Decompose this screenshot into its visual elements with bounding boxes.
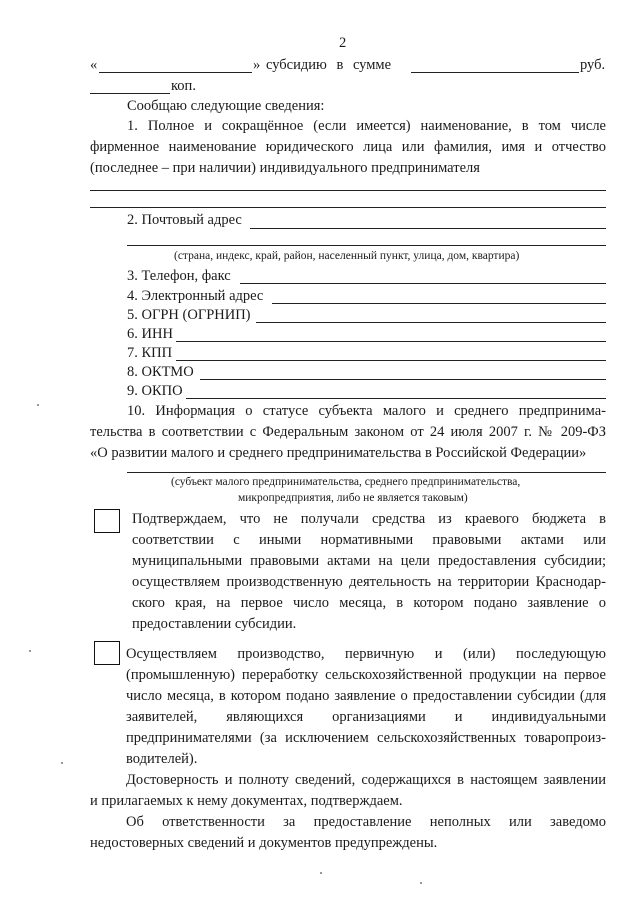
confirm2-line4: заявителей, являющихся организациями и индивидуальными <box>126 709 606 725</box>
confirm-budget-checkbox[interactable] <box>94 509 120 533</box>
kop-label: коп. <box>171 78 196 94</box>
confirm2-line1: Осуществляем производство, первичную и (или) последующую <box>126 646 606 662</box>
quote-close: » <box>253 57 261 73</box>
item1-line3: (последнее – при наличии) индивидуального предпринимателя <box>90 160 480 176</box>
postal-address-hint: (страна, индекс, край, район, населенный пункт, улица, дом, квартира) <box>174 250 520 262</box>
final1-line2: и прилагаемых к нему документах, подтверждаем. <box>90 793 403 809</box>
item10-line3: «О развитии малого и среднего предпринимательства в Российской Федерации» <box>90 445 587 461</box>
oktmo-blank[interactable] <box>200 379 606 380</box>
final2-line2: недостоверных сведений и документов предупреждены. <box>90 835 438 851</box>
amount-kop-blank[interactable] <box>90 93 170 94</box>
final2-line1: Об ответственности за предоставление неполных или заведомо <box>126 814 606 830</box>
confirm1-line1: Подтверждаем, что не получали средства из краевого бюджета в <box>132 511 606 527</box>
scan-speck <box>420 882 422 884</box>
scan-speck <box>29 650 31 652</box>
item1-blank-1[interactable] <box>90 190 606 191</box>
scan-speck <box>320 872 322 874</box>
ogrn-blank[interactable] <box>256 322 606 323</box>
confirm-production-checkbox[interactable] <box>94 641 120 665</box>
postal-address-blank-2[interactable] <box>127 245 606 246</box>
confirm2-line2: (промышленную) переработку сельскохозяйственной продукции на первое <box>126 667 606 683</box>
inn-label: 6. ИНН <box>127 326 173 342</box>
confirm2-line6: водителей). <box>126 751 198 767</box>
confirm1-line5: ского края, на первое число месяца, в котором подано заявление о <box>132 595 606 611</box>
confirm2-line5: предпринимателями (за исключением сельскохозяйственных товаропроиз- <box>126 730 606 746</box>
item1-line1: 1. Полное и сокращённое (если имеется) наименование, в том числе <box>127 118 606 134</box>
sme-status-blank[interactable] <box>127 472 606 473</box>
page-number: 2 <box>339 35 347 51</box>
ogrn-label: 5. ОГРН (ОГРНИП) <box>127 307 251 323</box>
scan-speck <box>37 404 39 406</box>
email-label: 4. Электронный адрес <box>127 288 264 304</box>
kpp-blank[interactable] <box>176 360 606 361</box>
confirm1-line6: предоставлении субсидии. <box>132 616 297 632</box>
email-blank[interactable] <box>272 303 606 304</box>
item10-line2: тельства в соответствии с Федеральным законом от 24 июля 2007 г. № 209-ФЗ <box>90 424 606 440</box>
intro-text: Сообщаю следующие сведения: <box>127 98 325 114</box>
item1-line2: фирменное наименование юридического лица или фамилия, имя и отчество <box>90 139 606 155</box>
item1-blank-2[interactable] <box>90 207 606 208</box>
postal-address-blank[interactable] <box>250 228 606 229</box>
okpo-blank[interactable] <box>186 398 606 399</box>
phone-fax-label: 3. Телефон, факс <box>127 268 231 284</box>
kpp-label: 7. КПП <box>127 345 173 361</box>
okpo-label: 9. ОКПО <box>127 383 183 399</box>
quote-open: « <box>90 57 98 73</box>
grant-name-blank[interactable] <box>99 72 252 73</box>
postal-address-label: 2. Почтовый адрес <box>127 212 242 228</box>
confirm1-line4: осуществляем производственную деятельность на территории Краснодар- <box>132 574 606 590</box>
rub-label: руб. <box>580 57 606 73</box>
confirm2-line3: число месяца, в котором подано заявление о предоставлении субсидии (для <box>126 688 606 704</box>
confirm1-line3: муниципальными правовыми актами на цели предоставления субсидии; <box>132 553 606 569</box>
subsidy-phrase: субсидию в сумме <box>266 57 392 73</box>
final1-line1: Достоверность и полноту сведений, содержащихся в настоящем заявлении <box>126 772 606 788</box>
sme-status-hint-2: микропредприятия, либо не является таковым) <box>238 492 468 504</box>
confirm1-line2: соответствии с иными нормативными правовыми актами или <box>132 532 606 548</box>
sme-status-hint-1: (субъект малого предпринимательства, среднего предпринимательства, <box>171 476 521 488</box>
item10-line1: 10. Информация о статусе субъекта малого и среднего предпринима- <box>127 403 606 419</box>
scan-speck <box>61 762 63 764</box>
inn-blank[interactable] <box>176 341 606 342</box>
oktmo-label: 8. ОКТМО <box>127 364 194 380</box>
phone-fax-blank[interactable] <box>240 283 606 284</box>
amount-rub-blank[interactable] <box>411 72 579 73</box>
